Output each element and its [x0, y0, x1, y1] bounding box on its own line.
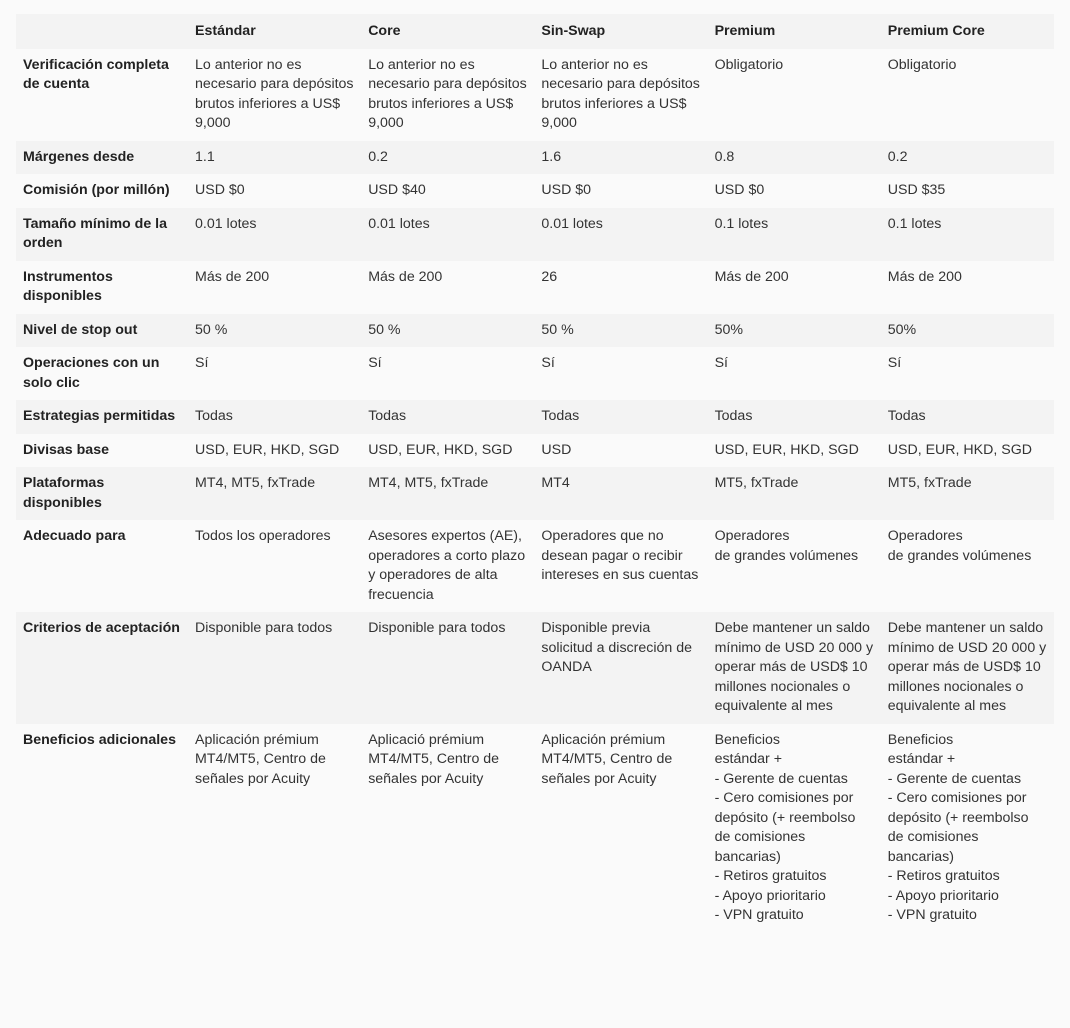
row-header: Divisas base — [23, 441, 109, 458]
table-cell: USD $35 — [887, 182, 946, 198]
row-header: Estrategias permitidas — [23, 408, 176, 424]
table-cell: Obligatorio — [714, 56, 784, 73]
table-cell: 26 — [541, 268, 558, 285]
row-header: Adecuado para — [23, 528, 126, 544]
table-cell: 0.2 — [887, 148, 908, 165]
table-cell: Más de 200 — [887, 268, 962, 285]
table-row — [16, 208, 1054, 261]
table-cell: USD $0 — [714, 182, 765, 198]
table-cell: MT4 — [541, 475, 570, 491]
table-cell: Obligatorio — [887, 56, 957, 73]
row-header: Verificación completa de cuenta — [23, 56, 169, 92]
table-cell: Disponible para todos — [195, 620, 333, 636]
table-cell: Todas — [195, 408, 233, 424]
table-cell: 0.1 lotes — [887, 215, 942, 232]
table-cell: Sí — [541, 355, 555, 371]
table-row — [16, 400, 1054, 434]
table-row — [16, 141, 1054, 175]
table-cell: Todas — [887, 408, 926, 424]
column-header: Sin-Swap — [541, 23, 606, 39]
table-cell: Operadores de grandes volúmenes — [714, 528, 859, 564]
table-cell: USD $0 — [195, 182, 245, 198]
column-header: Premium — [714, 23, 776, 39]
table-cell: Lo anterior no es necesario para depósitos brutos inferiores a US$ 9,000 — [195, 56, 354, 131]
table-cell: 0.1 lotes — [714, 215, 769, 232]
header-corner — [16, 14, 188, 49]
table-cell: 0.2 — [368, 148, 388, 165]
row-header: Beneficios adicionales — [23, 731, 176, 748]
table-cell: MT5, fxTrade — [714, 475, 799, 491]
table-cell: USD, EUR, HKD, SGD — [368, 441, 513, 458]
table-cell: 0.01 lotes — [195, 215, 257, 232]
table-cell: Más de 200 — [195, 268, 270, 285]
table-cell: MT4, MT5, fxTrade — [195, 475, 316, 491]
table-cell: Sí — [195, 355, 209, 371]
table-cell: Beneficios estándar + - Gerente de cuentas - Cero comisiones por depósito (+ reembolso de comisiones bancarias) - Retiros gratuitos - Apoyo prioritario - VPN gratuito — [887, 731, 1029, 923]
row-header: Nivel de stop out — [23, 321, 138, 338]
table-header-row — [16, 14, 1054, 49]
column-header: Estándar — [195, 23, 256, 39]
table-cell: Operadores que no desean pagar o recibir intereses en sus cuentas — [541, 528, 699, 583]
table-cell: 0.8 — [714, 148, 735, 165]
row-header: Plataformas disponibles — [23, 475, 105, 511]
table-cell: USD $0 — [541, 182, 592, 198]
table-cell: USD, EUR, HKD, SGD — [195, 441, 340, 458]
table-body — [16, 49, 1054, 933]
table-cell: Lo anterior no es necesario para depósitos brutos inferiores a US$ 9,000 — [368, 56, 527, 131]
account-comparison-table — [16, 14, 1054, 933]
table-cell: USD — [541, 441, 572, 458]
table-cell: Sí — [368, 355, 382, 371]
table-row — [16, 434, 1054, 468]
table-row — [16, 612, 1054, 724]
table-cell: Más de 200 — [714, 268, 789, 285]
table-row — [16, 174, 1054, 208]
table-cell: 50 % — [195, 321, 228, 338]
table-cell: Disponible previa solicitud a discreción de OANDA — [541, 620, 692, 675]
table-row — [16, 467, 1054, 520]
table-cell: Todas — [541, 408, 580, 424]
table-cell: Todos los operadores — [195, 528, 331, 544]
table-row — [16, 347, 1054, 400]
table-cell: 0.01 lotes — [541, 215, 603, 232]
table-row — [16, 724, 1054, 933]
table-cell: Todas — [368, 408, 407, 424]
table-cell: Aplicación prémium MT4/MT5, Centro de señales por Acuity — [541, 731, 673, 787]
table-cell: Sí — [714, 355, 728, 371]
table-row — [16, 49, 1054, 141]
column-header: Core — [368, 23, 401, 39]
table-cell: MT5, fxTrade — [887, 475, 972, 491]
table-cell: USD, EUR, HKD, SGD — [887, 441, 1033, 458]
table-row — [16, 520, 1054, 612]
table-cell: Aplicación prémium MT4/MT5, Centro de señales por Acuity — [195, 731, 326, 787]
table-cell: 0.01 lotes — [368, 215, 430, 232]
table-cell: Disponible para todos — [368, 620, 506, 636]
table-cell: 50 % — [541, 321, 574, 338]
table-cell: Beneficios estándar + - Gerente de cuentas - Cero comisiones por depósito (+ reembolso de comisiones bancarias) - Retiros gratuitos - Apoyo prioritario - VPN gratuito — [714, 731, 856, 923]
table-cell: 1.6 — [541, 148, 562, 165]
table-cell: 50 % — [368, 321, 401, 338]
row-header: Instrumentos disponibles — [23, 268, 113, 304]
table-cell: USD $40 — [368, 182, 426, 198]
table-cell: 50% — [714, 321, 743, 338]
table-cell: 50% — [887, 321, 917, 338]
column-header: Premium Core — [887, 23, 985, 39]
table-cell: Operadores de grandes volúmenes — [887, 528, 1032, 564]
table-cell: Sí — [887, 355, 902, 371]
row-header: Márgenes desde — [23, 148, 135, 165]
row-header: Criterios de aceptación — [23, 620, 180, 636]
table-cell: Debe mantener un saldo mínimo de USD 20 000 y operar más de USD$ 10 millones nocionales o equivalente al mes — [887, 620, 1047, 714]
table-row — [16, 261, 1054, 314]
row-header: Comisión (por millón) — [23, 182, 170, 198]
table-row — [16, 314, 1054, 348]
table-cell: 1.1 — [195, 148, 215, 165]
comparison-table-container — [16, 14, 1054, 933]
table-cell: Más de 200 — [368, 268, 443, 285]
table-cell: Asesores expertos (AE), operadores a corto plazo y operadores de alta frecuencia — [368, 528, 526, 603]
table-cell: MT4, MT5, fxTrade — [368, 475, 489, 491]
table-cell: USD, EUR, HKD, SGD — [714, 441, 859, 458]
table-cell: Todas — [714, 408, 753, 424]
table-cell: Lo anterior no es necesario para depósitos brutos inferiores a US$ 9,000 — [541, 56, 700, 131]
row-header: Tamaño mínimo de la orden — [23, 215, 168, 251]
table-cell: Debe mantener un saldo mínimo de USD 20 000 y operar más de USD$ 10 millones nocionales o equivalente al mes — [714, 620, 874, 714]
row-header: Operaciones con un solo clic — [23, 355, 160, 391]
table-cell: Aplicació prémium MT4/MT5, Centro de señales por Acuity — [368, 731, 500, 787]
